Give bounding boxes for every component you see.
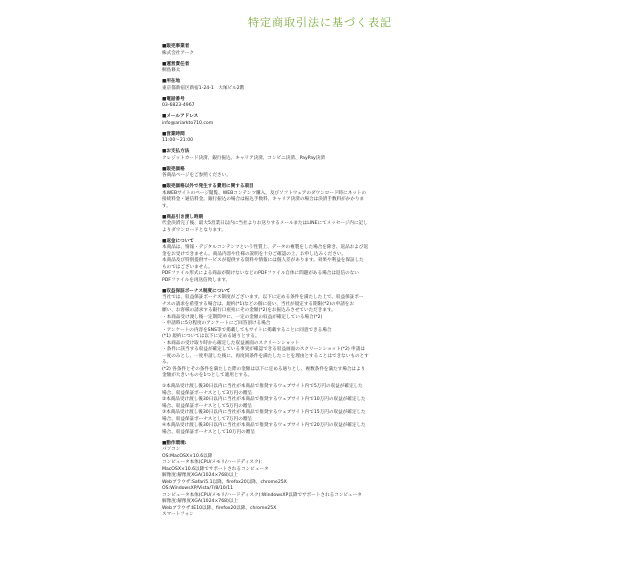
section-line: OS:WindowsXP/Vista/7/8/10/11 — [162, 486, 234, 491]
section-line: 本WEBサイトのページ閲覧、WEBコンテンツ購入、及びソフトウェアのダウンロード時にネットの — [162, 190, 367, 196]
legal-notice-content — [162, 44, 497, 523]
section-heading: ■販売事業者 — [162, 44, 190, 49]
section-heading: ■販売価格 — [162, 166, 185, 172]
notice-section — [162, 239, 497, 285]
section-heading: ■収益保証ボーナス制度について — [162, 288, 231, 294]
section-line: info@ariarkto710.com — [162, 120, 214, 126]
section-line: ④本商品受け渡し後30日以内に当社が本商品で推奨するウェブサイト内で20万円の収益が確定した — [162, 423, 366, 428]
notice-section — [162, 215, 497, 235]
section-heading: ■商品引き渡し時期 — [162, 214, 204, 220]
section-heading: ■販売価格以外で発生する費用に関する項目 — [162, 184, 254, 189]
section-line: OS:MacOSX×10.6以降 — [162, 453, 213, 459]
section-line: 株式会社アーク — [162, 50, 195, 56]
section-line: ものではございません。 — [162, 264, 213, 270]
section-line: コンピュータ本体(CPU/メモリ/ハードディスク):WindowsXP以降でサポートされるコンピュータ — [162, 492, 362, 498]
section-line: る。 — [162, 360, 172, 365]
section-line: PDFファイルを再送信致します。 — [162, 277, 231, 283]
notice-section — [162, 44, 497, 57]
section-line: 願い、お客様の請求する銀行口座宛にその金額(*2)をお振込みさせていただきます。 — [162, 308, 336, 313]
notice-section — [162, 441, 497, 519]
notice-section — [162, 167, 497, 180]
section-line: ・申請時に5分程度のアンケートにご回答頂ける場合 — [162, 321, 271, 326]
section-line: よりダウンロードとなります。 — [162, 227, 226, 233]
section-line: 一度のみとし、一度申請した後に、再度同条件を満たしたことを理由とすることはできないものとす — [162, 353, 369, 359]
section-heading: ■営業時間 — [162, 131, 185, 137]
section-line: ・本商品の受け取り時から確定した収益画面のスクリーンショット — [162, 340, 300, 346]
notice-section — [162, 114, 497, 127]
notice-section — [162, 289, 497, 380]
section-line: スマートフォン — [162, 512, 194, 517]
section-line: 11:00～21:00 — [162, 138, 194, 143]
notice-section — [162, 149, 497, 162]
section-line: Webブラウザ:IE10以降、firefox20以降、chrome25X — [162, 505, 277, 511]
section-line: ・本商品受け渡し後一定期間中に、一定の金額の収益が確定している場合(*2) — [162, 314, 323, 320]
notice-section — [162, 97, 497, 110]
section-line: 場合、収益保証ボーナスとして5万円の贈呈 — [162, 403, 253, 409]
section-line: 03-6823-4967 — [162, 103, 195, 108]
section-line: Webブラウザ:Safari5.1以降、firefox20以降、chrome25X — [162, 479, 287, 485]
notice-section — [162, 184, 497, 210]
section-line: コンピュータ本体(CPU/メモリ/ハードディスク): — [162, 460, 262, 465]
section-line: PDFファイル形式による商品が開けないなどのPDFファイル自体に問題がある場合は返信のない — [162, 271, 359, 276]
section-line: 場合、収益保証ボーナスとして7万円の贈呈 — [162, 416, 253, 422]
section-line: 代金決済完了後、最大5営業日以内に当社よりお送りするメールまたはLINEにてメッセージ内に記し — [162, 221, 368, 226]
section-line: 解像度:解像度XGA(1024×768)以上 — [162, 473, 239, 478]
section-line: ①本商品受け渡し後30日以内に当社が本商品で推奨するウェブサイト内で5万円の収益が確定した — [162, 384, 363, 389]
notice-section — [162, 384, 497, 436]
section-line: 桐島修太 — [162, 68, 181, 73]
notice-section — [162, 132, 497, 145]
section-line: ・条件に該当する収益が確定している事実が確認できる収益画面のスクリーンショット(*2) 申請は — [162, 347, 365, 352]
section-line: す。 — [162, 203, 171, 209]
section-heading: ■返金について — [162, 238, 194, 244]
section-heading: ■動作環境: — [162, 440, 187, 446]
notice-section — [162, 79, 497, 92]
section-line: 各商品ページをご参照ください。 — [162, 173, 231, 178]
section-line: 場合、収益保証ボーナスとして3万円の贈呈 — [162, 390, 253, 396]
section-line: ②本商品受け渡し後30日以内に当社が本商品で推奨するウェブサイト内で10万円の収益が確定した — [162, 397, 366, 402]
section-line: MacOSX×10.6以降でサポートされるコンピュータ — [162, 466, 269, 472]
section-line: 解像度:解像度XGA(1024×768)以上 — [162, 499, 239, 504]
section-line: ナスの請求を希望する場合は、規約(*1)などの個に従い、当社が規定する期限(*2)の申請をお — [162, 301, 354, 307]
page-title: 特定商取引法に基づく表記 — [248, 16, 392, 29]
notice-section — [162, 62, 497, 75]
section-line: パソコン — [162, 447, 181, 452]
section-line: 金額が大きいものを1つとして適用とする。 — [162, 373, 253, 378]
section-line: (*1) 規約については以下に定める通りとする。 — [162, 334, 260, 339]
section-line: 本商品及び特別提供サービスが提供する資料や情報には個人差があります。効果や利益を保証した — [162, 258, 364, 263]
section-heading: ■電話番号 — [162, 96, 185, 102]
section-line: (*2) 各条件とその条件を満たした際の金額は以下に定める通りとし、複数条件を満たす場合はより — [162, 366, 366, 372]
section-line: 金をお受けできません。商品内容や仕様の説明を十分ご確認の上、お申し込みください。 — [162, 251, 347, 257]
section-heading: ■所在地 — [162, 79, 181, 84]
section-line: 東京都新宿区新宿1-24-1 大塚ビル2階 — [162, 85, 245, 91]
section-line: 本商品は、情報・デジタルコンテンツという性質上、データの複製をした場合を除き、返品および返 — [162, 245, 369, 250]
section-heading: ■メールアドレス — [162, 114, 199, 119]
section-line: クレジットカード決済、銀行振込、キャリア決済、コンビニ決済、PayPay決済 — [162, 155, 325, 161]
section-line: 接続料金・通信料金。銀行振込の場合は振込手数料、キャリア決済の場合は決済手数料がかかりま — [162, 197, 365, 202]
section-line: 場合、収益保証ボーナスとして10万円の贈呈 — [162, 429, 255, 435]
section-heading: ■運営責任者 — [162, 61, 190, 67]
section-line: ③本商品受け渡し後30日以内に当社が本商品で推奨するウェブサイト内で15万円の収益が確定した — [162, 410, 366, 415]
section-line: 当社では、収益保証ボーナス制度がございます。以下に定める条件を満たした上で、収益保証ボー — [162, 295, 364, 300]
section-line: ・アンケートの内容をSNS等で掲載してもサイトに掲載することに同意できる場合 — [162, 327, 332, 333]
section-heading: ■お支払方法 — [162, 149, 190, 154]
